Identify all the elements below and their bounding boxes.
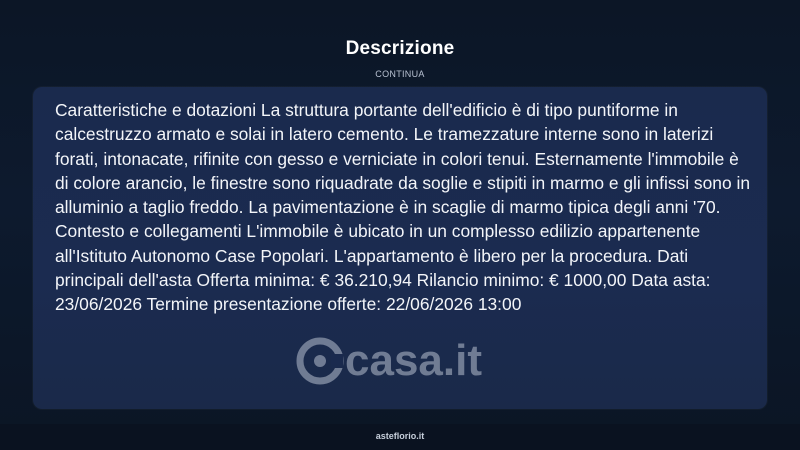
- continue-link[interactable]: CONTINUA: [375, 69, 425, 79]
- casa-it-watermark: [295, 336, 520, 386]
- watermark-text: casa.it: [345, 336, 482, 385]
- source-label: asteflorio.it: [375, 431, 425, 441]
- page-title: Descrizione: [345, 38, 455, 59]
- description-text: Caratteristiche e dotazioni La struttura portante dell'edificio è di tipo puntiforme in calcestruzzo armato e solai in latero cemento. Le tramezzature interne sono in laterizi forati, intonacate, rifinite con gesso e verniciate in colori tenui. Esternamente l'immobile è di colore arancio, le finestre sono riquadrate da soglie e stipiti in marmo e gli infissi sono in alluminio a taglio freddo. La pavimentazione è in scaglie di marmo tipica degli anni '70. Contesto e collegamenti L'immobile è ubicato in un complesso edilizio appartenente all'Istituto Autonomo Case Popolari. L'appartamento è libero per la procedura. Dati principali dell'asta Offerta minima: € 36.210,94 Rilancio minimo: € 1000,00 Data asta: 23/06/2026 Termine presentazione offerte: 22/06/2026 13:00: [55, 100, 751, 315]
- casa-logo-icon: [295, 336, 520, 386]
